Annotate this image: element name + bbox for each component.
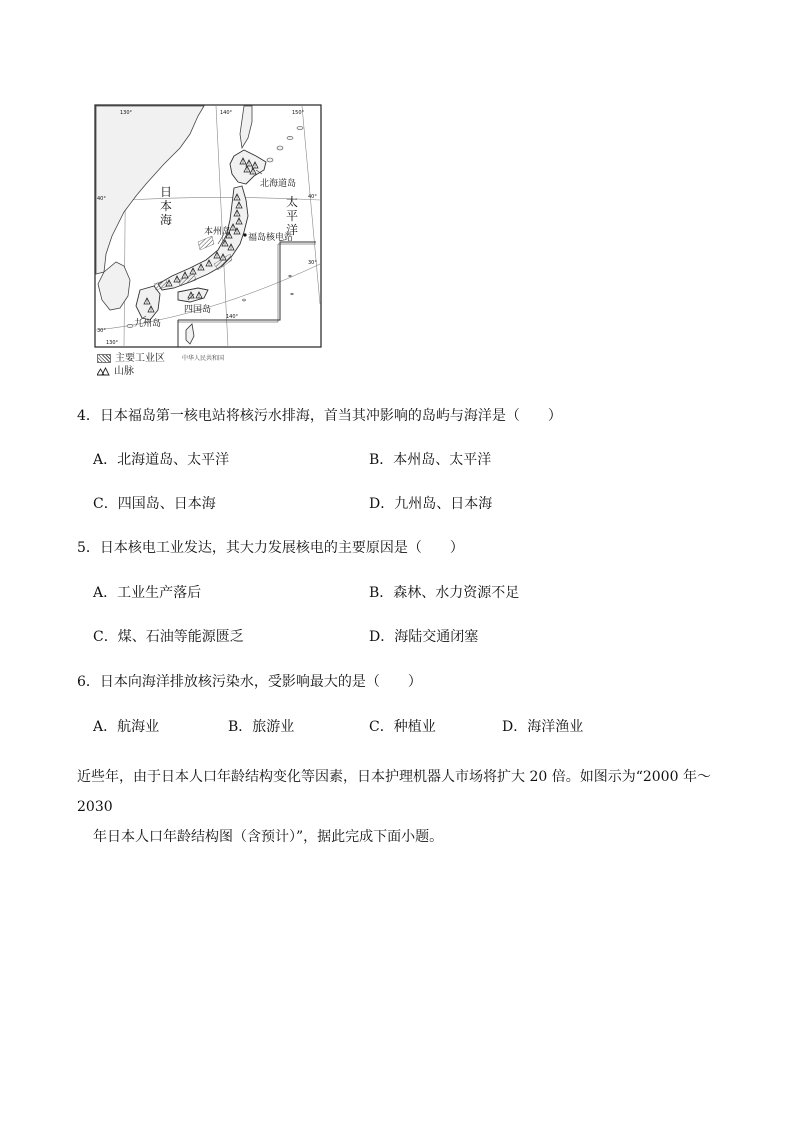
legend-industry-label: 主要工业区 xyxy=(115,353,165,364)
label-kyushu: 九州岛 xyxy=(134,319,162,329)
map-note-china: 中华人民共和国 xyxy=(182,355,225,362)
label-pacific-1: 太 xyxy=(286,195,299,209)
label-lon-130: 130° xyxy=(120,110,133,116)
label-lon-150: 150° xyxy=(292,110,305,116)
question-5-option-d[interactable]: D．海陆交通闭塞 xyxy=(369,629,479,645)
mountain-icon xyxy=(97,367,110,376)
label-lat-30-left: 30° xyxy=(97,328,106,334)
japan-map xyxy=(94,104,322,348)
question-5-option-c[interactable]: C．煤、石油等能源匮乏 xyxy=(93,629,244,645)
legend-industry xyxy=(97,352,165,365)
question-4-option-d[interactable]: D．九州岛、日本海 xyxy=(369,496,493,512)
label-sea-of-japan-1: 日 xyxy=(160,185,173,199)
question-6-option-d[interactable]: D．海洋渔业 xyxy=(502,719,584,735)
question-4-option-a[interactable]: A．北海道岛、太平洋 xyxy=(93,452,230,468)
label-lat-40-left: 40° xyxy=(97,196,106,202)
label-shikoku: 四国岛 xyxy=(184,305,212,315)
industry-swatch-icon xyxy=(97,354,111,363)
legend-mountains-label: 山脉 xyxy=(114,366,134,377)
question-4-option-c[interactable]: C．四国岛、日本海 xyxy=(93,496,216,512)
label-lat-30-right: 30° xyxy=(308,260,317,266)
label-lon-140-bottom: 140° xyxy=(226,314,239,320)
label-lat-40-right: 40° xyxy=(308,194,317,200)
question-4-option-b[interactable]: B．本州岛、太平洋 xyxy=(369,452,492,468)
label-honshu: 本州岛 xyxy=(204,227,232,237)
label-sea-of-japan-2: 本 xyxy=(160,199,173,213)
legend-mountains xyxy=(97,365,165,378)
fukushima-marker xyxy=(243,233,246,236)
question-6-option-a[interactable]: A．航海业 xyxy=(93,719,160,735)
question-4-stem: 4．日本福岛第一核电站将核污水排海，首当其冲影响的岛屿与海洋是（ ） xyxy=(77,408,562,424)
label-hokkaido: 北海道岛 xyxy=(260,179,297,189)
question-5-option-b[interactable]: B．森林、水力资源不足 xyxy=(369,585,520,601)
passage-line-1: 近些年，由于日本人口年龄结构变化等因素，日本护理机器人市场将扩大 20 倍。如图示为“2000 年～2030 xyxy=(77,769,711,815)
question-5-option-a[interactable]: A．工业生产落后 xyxy=(93,585,202,601)
passage-intro xyxy=(77,762,737,852)
map-legend xyxy=(97,352,165,378)
label-fukushima: 福岛核电站 xyxy=(248,233,294,243)
label-pacific-2: 平 xyxy=(286,209,299,223)
japan-map-figure xyxy=(94,104,322,348)
question-6-option-c[interactable]: C．种植业 xyxy=(369,719,436,735)
passage-line-2: 年日本人口年龄结构图（含预计）”，据此完成下面小题。 xyxy=(93,829,444,845)
label-sea-of-japan-3: 海 xyxy=(160,213,173,227)
label-pacific-3: 洋 xyxy=(286,223,299,237)
question-5-stem: 5．日本核电工业发达，其大力发展核电的主要原因是（ ） xyxy=(77,540,464,556)
question-6-stem: 6．日本向海洋排放核污染水，受影响最大的是（ ） xyxy=(77,674,422,690)
label-lon-130-bottom: 130° xyxy=(106,340,119,346)
question-6-option-b[interactable]: B．旅游业 xyxy=(228,719,295,735)
label-lon-140: 140° xyxy=(220,110,233,116)
